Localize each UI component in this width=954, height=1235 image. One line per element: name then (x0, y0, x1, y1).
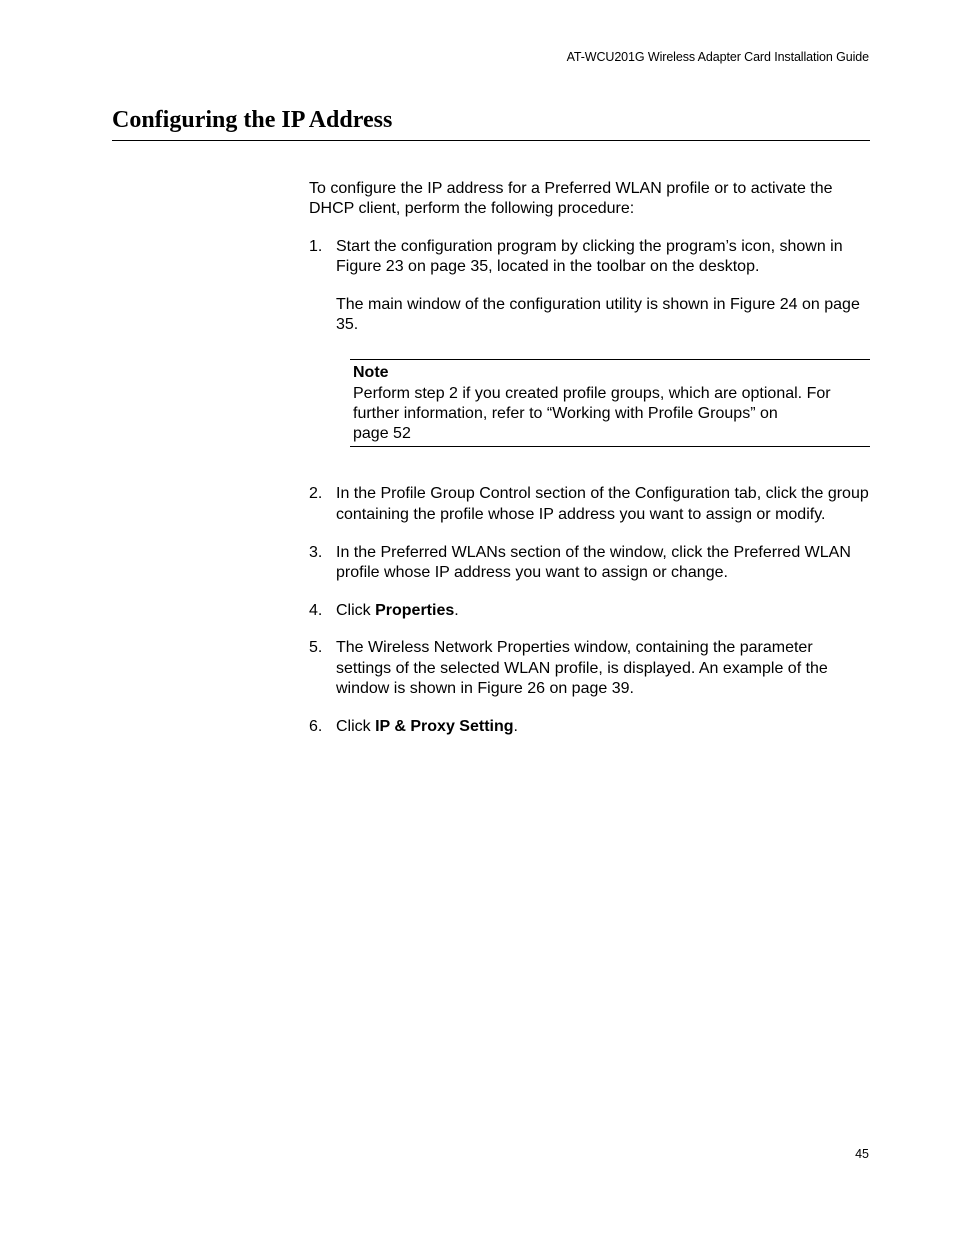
section-title: Configuring the IP Address (112, 107, 393, 133)
step-text-post: . (454, 601, 459, 619)
step-1 (309, 237, 870, 278)
procedure-body (309, 179, 870, 737)
step-text: The Wireless Network Properties window, containing the parameter settings of the selected WLAN profile, is displayed. An example of the window is shown in Figure 26 on page 39. (336, 639, 828, 698)
step-5 (309, 638, 870, 699)
step-number: 2. (309, 485, 323, 503)
step-text: Start the configuration program by clicking the program’s icon, shown in Figure 23 on page 35, located in the toolbar on the desktop. (336, 237, 843, 275)
spacer (309, 447, 870, 484)
note-text-page: page 52 (353, 425, 411, 443)
step-number: 4. (309, 601, 323, 619)
page-number: 45 (855, 1147, 869, 1161)
step-number: 5. (309, 639, 323, 657)
step-number: 3. (309, 543, 323, 561)
step-number: 1. (309, 237, 323, 255)
ui-term-ip-proxy-setting: IP & Proxy Setting (375, 717, 514, 735)
step-6 (309, 717, 870, 737)
step-2 (309, 484, 870, 525)
note-heading: Note (353, 364, 389, 382)
note-text: Perform step 2 if you created profile groups, which are optional. For further information, refer to “Working with Profile Groups” on (353, 384, 831, 422)
ui-term-properties: Properties (375, 601, 455, 619)
step-number: 6. (309, 717, 323, 735)
step-text-post: . (513, 717, 518, 735)
step-text-pre: Click (336, 717, 376, 735)
step-4 (309, 601, 870, 621)
step-text: In the Preferred WLANs section of the window, click the Preferred WLAN profile whose IP address you want to assign or change. (336, 543, 851, 581)
intro-paragraph: To configure the IP address for a Preferred WLAN profile or to activate the DHCP client, perform the following procedure: (309, 180, 833, 218)
step-1-followup: The main window of the configuration utility is shown in Figure 24 on page 35. (336, 295, 860, 333)
running-header: AT-WCU201G Wireless Adapter Card Installation Guide (566, 50, 869, 64)
step-3 (309, 543, 870, 584)
note-box (350, 359, 870, 447)
step-text: In the Profile Group Control section of the Configuration tab, click the group containing the profile whose IP address you want to assign or modify. (336, 485, 869, 523)
step-text-pre: Click (336, 601, 376, 619)
title-rule (112, 140, 870, 141)
